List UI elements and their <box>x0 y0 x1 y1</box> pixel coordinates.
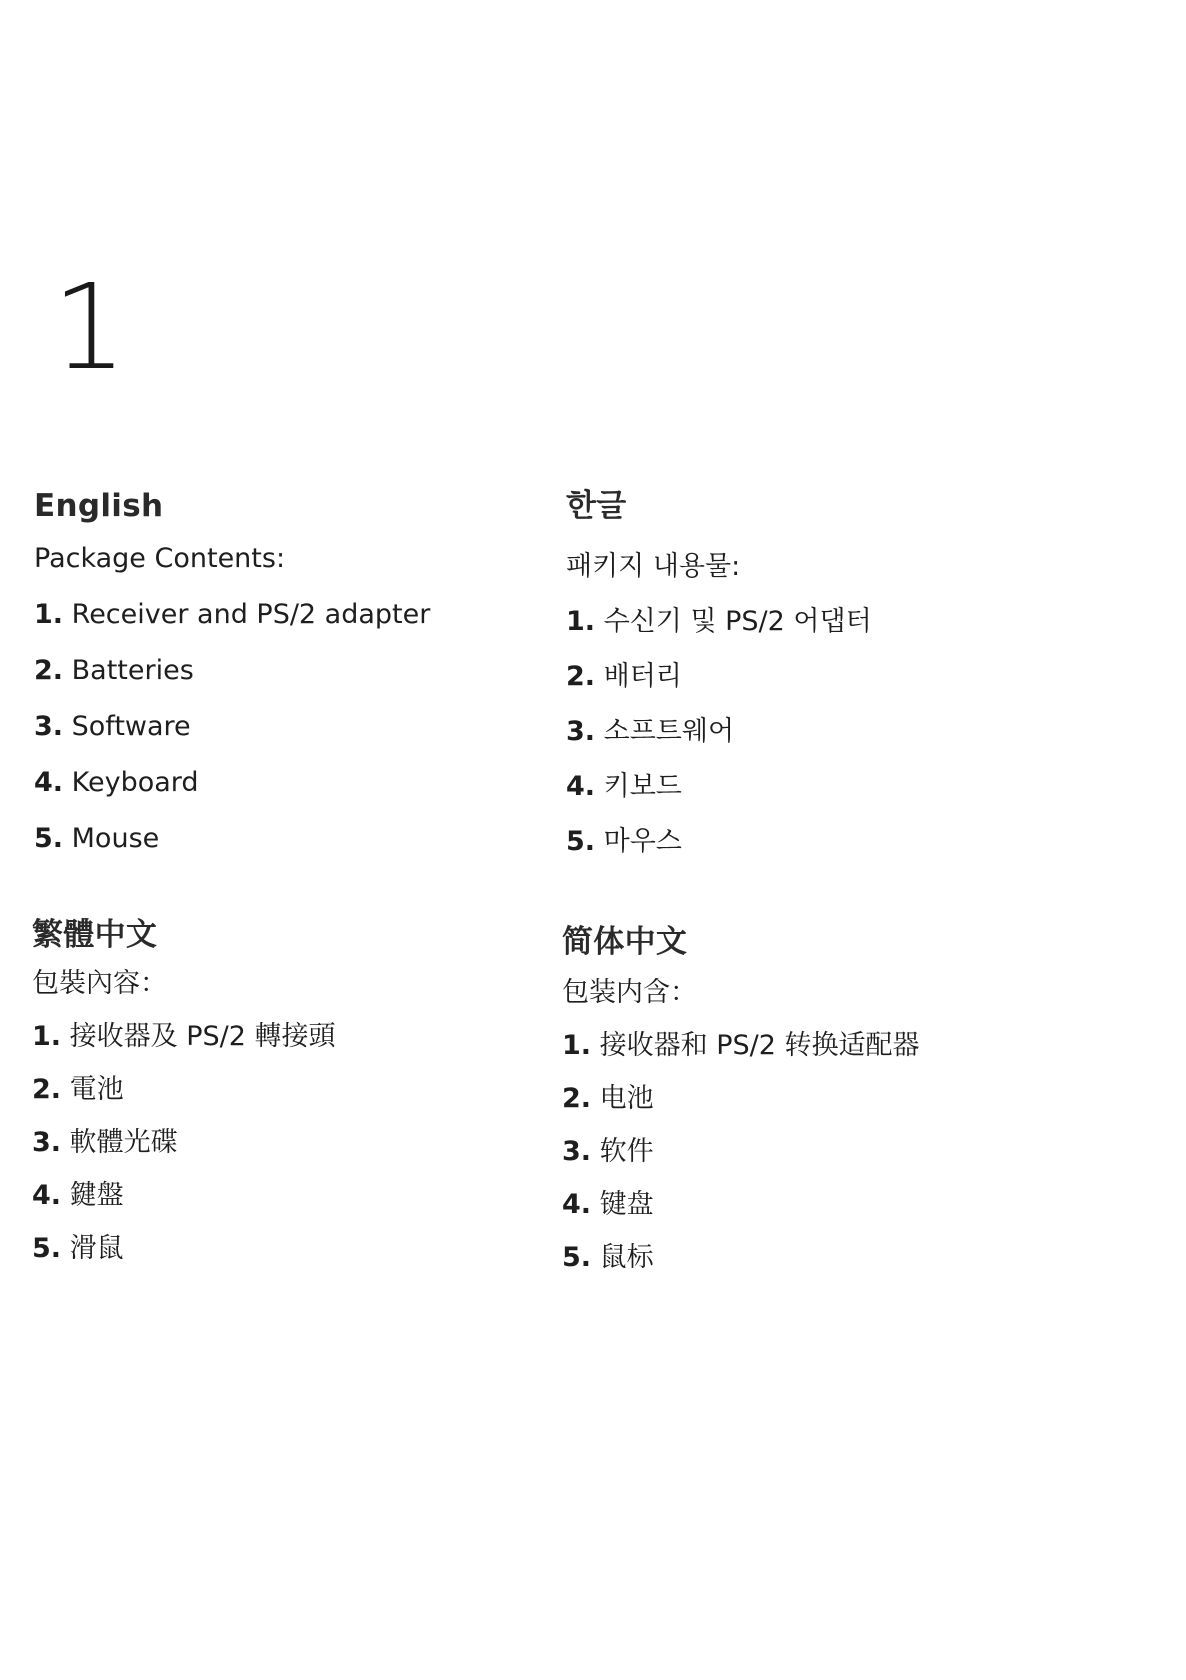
contents-list <box>566 605 1066 859</box>
section-simplified-chinese <box>562 922 1062 1275</box>
item-text: Mouse <box>71 823 160 854</box>
section-heading: 简体中文 <box>562 924 688 960</box>
list-item <box>32 1126 532 1160</box>
item-number: 4. <box>34 767 64 798</box>
list-item <box>34 766 534 800</box>
list-item <box>32 1179 532 1213</box>
item-text: 软件 <box>599 1136 654 1167</box>
section-traditional-chinese <box>32 915 532 1266</box>
item-number: 1. <box>32 1021 62 1052</box>
page-number: 1 <box>52 258 128 396</box>
item-text: 滑鼠 <box>69 1233 124 1264</box>
item-number: 4. <box>562 1189 592 1220</box>
list-item <box>566 770 1066 804</box>
item-text: Receiver and PS/2 adapter <box>71 599 431 630</box>
list-item <box>566 605 1066 639</box>
item-number: 2. <box>562 1083 592 1114</box>
list-item <box>34 598 534 632</box>
section-heading: 繁體中文 <box>32 917 158 953</box>
item-text: Batteries <box>71 655 194 686</box>
item-text: 電池 <box>69 1074 124 1105</box>
list-item <box>34 710 534 744</box>
section-korean <box>566 486 1066 859</box>
list-item <box>562 1135 1062 1169</box>
item-text: 수신기 및 PS/2 어댑터 <box>603 606 872 637</box>
item-text: 接收器和 PS/2 转换适配器 <box>599 1030 920 1061</box>
contents-list <box>32 1020 532 1266</box>
item-number: 5. <box>34 823 64 854</box>
package-contents-label: 包裝內容： <box>32 968 167 999</box>
package-contents-label: 패키지 내용물: <box>566 551 741 582</box>
item-text: Software <box>71 711 191 742</box>
contents-list <box>34 598 534 856</box>
section-heading: 한글 <box>566 488 627 524</box>
list-item <box>32 1232 532 1266</box>
item-number: 4. <box>566 771 596 802</box>
list-item <box>566 825 1066 859</box>
list-item <box>32 1020 532 1054</box>
item-text: 电池 <box>599 1083 654 1114</box>
item-text: 键盘 <box>599 1189 654 1220</box>
list-item <box>32 1073 532 1107</box>
package-contents-label: 包装内含： <box>562 977 697 1008</box>
package-contents-label: Package Contents: <box>34 543 286 574</box>
item-number: 2. <box>32 1074 62 1105</box>
item-number: 3. <box>562 1136 592 1167</box>
item-number: 3. <box>566 716 596 747</box>
contents-list <box>562 1029 1062 1275</box>
item-text: 接收器及 PS/2 轉接頭 <box>69 1021 336 1052</box>
list-item <box>562 1082 1062 1116</box>
section-english <box>34 486 534 856</box>
list-item <box>566 660 1066 694</box>
list-item <box>562 1029 1062 1063</box>
list-item <box>566 715 1066 749</box>
item-number: 5. <box>562 1242 592 1273</box>
item-number: 5. <box>32 1233 62 1264</box>
item-number: 1. <box>34 599 64 630</box>
item-text: 마우스 <box>603 826 682 857</box>
item-number: 4. <box>32 1180 62 1211</box>
item-number: 1. <box>562 1030 592 1061</box>
item-number: 2. <box>566 661 596 692</box>
item-text: 배터리 <box>603 661 682 692</box>
item-number: 5. <box>566 826 596 857</box>
item-text: 鍵盤 <box>69 1180 124 1211</box>
item-text: 소프트웨어 <box>603 716 735 747</box>
item-text: 軟體光碟 <box>69 1127 178 1158</box>
item-number: 2. <box>34 655 64 686</box>
section-heading: English <box>34 488 164 524</box>
list-item <box>562 1188 1062 1222</box>
list-item <box>562 1241 1062 1275</box>
list-item <box>34 822 534 856</box>
list-item <box>34 654 534 688</box>
item-number: 3. <box>32 1127 62 1158</box>
item-number: 1. <box>566 606 596 637</box>
item-number: 3. <box>34 711 64 742</box>
item-text: 鼠标 <box>599 1242 654 1273</box>
item-text: 키보드 <box>603 771 682 802</box>
item-text: Keyboard <box>71 767 199 798</box>
